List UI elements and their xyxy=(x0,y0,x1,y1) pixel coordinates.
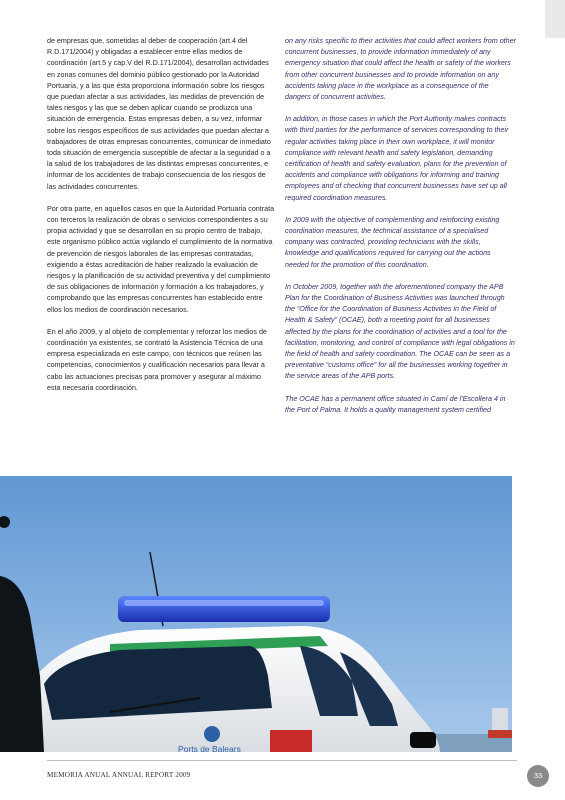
english-text-column xyxy=(285,36,516,427)
page-corner-tab xyxy=(545,0,565,38)
paragraph: Por otra parte, en aquellos casos en que la Autoridad Portuaria contrata con terceros la realización de obras o servicios correspondientes a su propia actividad y que se desarrollan en su propio centro de trabajo, este organismo público actúa vigilando el cumplimiento de la normativa de prevención de riesgos laborales de las empresas contratadas, exigiendo a éstas acreditación de haber realizado la evaluación de riesgos y la planificación de su actividad preventiva y del cumplimiento de sus obligaciones de información y formación a los trabajadores, y comprobando que las empresas concurrentes han establecido entre ellos los medios de coordinación necesarios. xyxy=(47,204,275,314)
page-number-badge: 33 xyxy=(527,765,549,787)
paragraph: In 2009 with the objective of complementing and reinforcing existing coordination measures, the technical assistance of a specialised company was contracted, providing technicians with the skills, knowledge and qualifications required for carrying out the actions needed for the promotion of this coordination. xyxy=(285,215,500,269)
light-bar xyxy=(118,596,330,622)
paragraph: In addition, in those cases in which the Port Authority makes contracts with third parties for the performance of services corresponding to their regular activities taking place in their own workplace, it will monitor compliance with relevant health and safety legislation, demanding certification of health and safety evaluation, plans for the prevention of accidents and compliance with obligations for informing and training employees and of checking that concurrent businesses have set up all required coordination measures. xyxy=(285,115,509,202)
footer-rule xyxy=(47,760,517,761)
police-car-photo xyxy=(0,476,512,752)
paragraph: The OCAE has a permanent office situated in Camí de l'Escollera 4 in the Port of Palma. It holds a quality management system certified xyxy=(285,394,506,414)
paragraph: En el año 2009, y al objeto de complementar y reforzar los medios de coordinación ya existentes, se contrató la Asistencia Técnica de una empresa especializada en este campo, con técnicos que reúnen las competencias, conocimientos y cualificación necesarios para llevar a cabo las actuaciones precisas para promover y asegurar al máximo esta necesaria coordinación. xyxy=(47,327,267,392)
paragraph: on any risks specific to their activities that could affect workers from other concurrent businesses, to provide information immediately of any emergency situation that could affect the health or safety of the workers from other concurrent businesses and to provide information on any accidents taking place in the workplace as a consequence of the dangers of concurrent activities. xyxy=(285,37,516,102)
spanish-text-column xyxy=(47,36,275,405)
door-logo-text: Ports de Balears xyxy=(178,744,241,752)
paragraph: de empresas que, sometidas al deber de cooperación (art.4 del R.D.171/2004) y obligadas a establecer entre ellas medios de coordinación (art.5 y cap.V del R.D.171/2004), desarrollan actividades en zonas comunes del dominio público gestionado por la Autoridad Portuaria, y a las que ésta proporciona información sobre los riesgos que puedan afectar a sus actividades, las medidas de prevención de tales riesgos y las que se deben aplicar cuando se produzca una situación de emergencia. Estas empresas deben, a su vez, informar sobre los riesgos específicos de sus actividades que puedan afectar a trabajadores de otras empresas concurrentes, comunicar de inmediato toda situación de emergencia susceptible de afectar a la seguridad o a la salud de los trabajadores de las distintas empresas concurrentes, e informar de los accidentes de trabajo consecuencia de los riesgos de las actividades concurrentes. xyxy=(47,37,271,191)
footer-title: MEMORIA ANUAL ANNUAL REPORT 2009 xyxy=(47,771,191,779)
ports-logo-icon xyxy=(204,726,220,742)
paragraph: In October 2009, together with the aforementioned company the APB Plan for the Coordination of Business Activities was launched through the “Office for the Coordination of Business Activities in the Field of Health & Safety” (OCAE), both a meeting point for all businesses affected by the plans for the coordination of activities and a tool for the facilitation, monitoring, and control of compliance with legal obligations in the field of health and safety coordination. The OCAE can be seen as a preventative “customs office” for all the businesses working together in the service areas of the APB ports. xyxy=(285,282,515,381)
